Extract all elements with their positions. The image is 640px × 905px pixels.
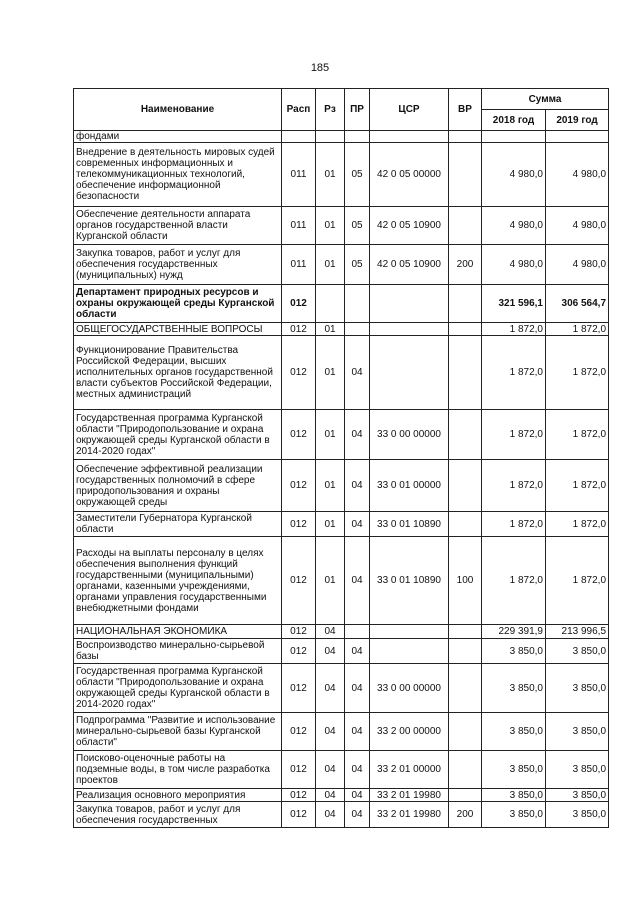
cell-pr [345, 323, 370, 336]
cell-rz: 01 [316, 323, 345, 336]
cell-rz [316, 285, 345, 323]
cell-2019 [546, 131, 609, 143]
table-row [74, 336, 609, 410]
cell-vr [449, 789, 482, 802]
cell-rz: 04 [316, 625, 345, 639]
cell-csr: 42 0 05 00000 [370, 143, 449, 207]
cell-rz: 04 [316, 639, 345, 664]
table-body [74, 131, 609, 828]
cell-pr: 04 [345, 512, 370, 537]
cell-rz: 04 [316, 789, 345, 802]
cell-pr: 04 [345, 639, 370, 664]
cell-rasp [282, 131, 316, 143]
header-name: Наименование [74, 89, 282, 131]
cell-csr [370, 625, 449, 639]
cell-2018: 3 850,0 [482, 802, 546, 828]
cell-2019: 3 850,0 [546, 802, 609, 828]
table-row [74, 207, 609, 245]
cell-csr: 33 0 01 00000 [370, 460, 449, 512]
cell-rasp: 012 [282, 537, 316, 625]
cell-2018: 321 596,1 [482, 285, 546, 323]
cell-name: Подпрограмма "Развитие и использование минерально-сырьевой базы Курганской области" [74, 713, 282, 751]
cell-vr [449, 512, 482, 537]
table-row [74, 789, 609, 802]
cell-rasp: 012 [282, 789, 316, 802]
cell-rasp: 012 [282, 323, 316, 336]
table-row [74, 410, 609, 460]
budget-table [73, 88, 609, 828]
table-row [74, 245, 609, 285]
cell-2019: 1 872,0 [546, 336, 609, 410]
cell-2019: 3 850,0 [546, 751, 609, 789]
cell-pr [345, 131, 370, 143]
table-row [74, 625, 609, 639]
cell-vr: 200 [449, 802, 482, 828]
cell-2018: 3 850,0 [482, 713, 546, 751]
cell-name: Закупка товаров, работ и услуг для обеспечения государственных (муниципальных) нужд [74, 245, 282, 285]
cell-2018: 1 872,0 [482, 410, 546, 460]
cell-2018: 229 391,9 [482, 625, 546, 639]
table-row [74, 460, 609, 512]
cell-pr: 04 [345, 410, 370, 460]
cell-2019: 4 980,0 [546, 143, 609, 207]
cell-name: Реализация основного мероприятия [74, 789, 282, 802]
cell-2019: 4 980,0 [546, 207, 609, 245]
cell-rz: 01 [316, 410, 345, 460]
cell-rz: 01 [316, 245, 345, 285]
cell-2019: 3 850,0 [546, 664, 609, 713]
table-row [74, 713, 609, 751]
cell-rz [316, 131, 345, 143]
cell-rasp: 012 [282, 664, 316, 713]
cell-2018: 3 850,0 [482, 751, 546, 789]
cell-rasp: 012 [282, 751, 316, 789]
cell-rasp: 012 [282, 410, 316, 460]
header-rz: Рз [316, 89, 345, 131]
cell-vr [449, 639, 482, 664]
cell-rasp: 012 [282, 336, 316, 410]
cell-2019: 3 850,0 [546, 789, 609, 802]
cell-vr: 100 [449, 537, 482, 625]
cell-pr: 05 [345, 245, 370, 285]
cell-vr [449, 285, 482, 323]
cell-csr: 33 0 01 10890 [370, 512, 449, 537]
cell-2019: 4 980,0 [546, 245, 609, 285]
cell-rz: 01 [316, 537, 345, 625]
cell-pr: 04 [345, 336, 370, 410]
cell-rasp: 011 [282, 143, 316, 207]
cell-csr: 42 0 05 10900 [370, 207, 449, 245]
table-header [74, 89, 609, 131]
cell-vr [449, 336, 482, 410]
cell-csr: 33 0 00 00000 [370, 664, 449, 713]
header-2018: 2018 год [482, 110, 546, 131]
cell-2019: 3 850,0 [546, 639, 609, 664]
cell-2018: 1 872,0 [482, 323, 546, 336]
cell-vr [449, 143, 482, 207]
cell-rz: 04 [316, 751, 345, 789]
cell-rasp: 012 [282, 460, 316, 512]
cell-pr [345, 625, 370, 639]
cell-2019: 1 872,0 [546, 410, 609, 460]
table-row [74, 537, 609, 625]
cell-vr [449, 460, 482, 512]
header-vr: ВР [449, 89, 482, 131]
cell-csr [370, 336, 449, 410]
cell-pr [345, 285, 370, 323]
cell-rz: 01 [316, 143, 345, 207]
cell-pr: 05 [345, 207, 370, 245]
table-row [74, 512, 609, 537]
cell-2019: 1 872,0 [546, 460, 609, 512]
cell-name: Обеспечение эффективной реализации государственных полномочий в сфере природопользования и охраны окружающей среды [74, 460, 282, 512]
cell-2019: 1 872,0 [546, 512, 609, 537]
cell-csr [370, 323, 449, 336]
cell-pr: 04 [345, 460, 370, 512]
cell-vr [449, 323, 482, 336]
cell-2018: 3 850,0 [482, 789, 546, 802]
cell-rasp: 012 [282, 639, 316, 664]
cell-csr: 42 0 05 10900 [370, 245, 449, 285]
cell-2018: 4 980,0 [482, 245, 546, 285]
table-row [74, 131, 609, 143]
cell-2018: 3 850,0 [482, 664, 546, 713]
cell-csr: 33 2 01 19980 [370, 789, 449, 802]
cell-pr: 04 [345, 789, 370, 802]
cell-name: Департамент природных ресурсов и охраны окружающей среды Курганской области [74, 285, 282, 323]
cell-2019: 1 872,0 [546, 323, 609, 336]
cell-csr: 33 0 00 00000 [370, 410, 449, 460]
header-sum: Сумма [482, 89, 609, 110]
cell-name: Поисково-оценочные работы на подземные воды, в том числе разработка проектов [74, 751, 282, 789]
table-row [74, 802, 609, 828]
cell-vr [449, 207, 482, 245]
cell-name: Внедрение в деятельность мировых судей современных информационных и телекоммуникационных технологий, обеспечение информационной безопасности [74, 143, 282, 207]
cell-2018: 4 980,0 [482, 143, 546, 207]
cell-pr: 04 [345, 537, 370, 625]
cell-csr: 33 2 00 00000 [370, 713, 449, 751]
cell-csr: 33 2 01 00000 [370, 751, 449, 789]
cell-name: ОБЩЕГОСУДАРСТВЕННЫЕ ВОПРОСЫ [74, 323, 282, 336]
cell-rasp: 011 [282, 207, 316, 245]
cell-2018 [482, 131, 546, 143]
header-csr: ЦСР [370, 89, 449, 131]
cell-rasp: 012 [282, 512, 316, 537]
table-row [74, 639, 609, 664]
cell-name: Заместители Губернатора Курганской области [74, 512, 282, 537]
cell-2019: 1 872,0 [546, 537, 609, 625]
cell-pr: 04 [345, 713, 370, 751]
cell-rz: 01 [316, 336, 345, 410]
cell-2018: 1 872,0 [482, 460, 546, 512]
table-row [74, 664, 609, 713]
cell-rz: 04 [316, 713, 345, 751]
cell-rasp: 011 [282, 245, 316, 285]
cell-name: НАЦИОНАЛЬНАЯ ЭКОНОМИКА [74, 625, 282, 639]
cell-2019: 213 996,5 [546, 625, 609, 639]
cell-name: фондами [74, 131, 282, 143]
cell-vr: 200 [449, 245, 482, 285]
cell-pr: 04 [345, 751, 370, 789]
cell-2018: 4 980,0 [482, 207, 546, 245]
cell-2018: 1 872,0 [482, 336, 546, 410]
cell-vr [449, 131, 482, 143]
cell-rasp: 012 [282, 713, 316, 751]
cell-csr [370, 131, 449, 143]
cell-2018: 1 872,0 [482, 512, 546, 537]
table-row [74, 143, 609, 207]
cell-name: Закупка товаров, работ и услуг для обеспечения государственных [74, 802, 282, 828]
page-number: 185 [310, 62, 330, 74]
cell-rasp: 012 [282, 285, 316, 323]
header-rasp: Расп [282, 89, 316, 131]
cell-name: Расходы на выплаты персоналу в целях обеспечения выполнения функций государственными (муниципальными) органами, казенными учреждениями, органами управления государственными внебюджетными фондами [74, 537, 282, 625]
header-pr: ПР [345, 89, 370, 131]
cell-rasp: 012 [282, 625, 316, 639]
cell-pr: 05 [345, 143, 370, 207]
cell-vr [449, 625, 482, 639]
cell-name: Функционирование Правительства Российской Федерации, высших исполнительных органов государственной власти субъектов Российской Федерации, местных администраций [74, 336, 282, 410]
cell-2019: 306 564,7 [546, 285, 609, 323]
cell-rz: 01 [316, 512, 345, 537]
cell-vr [449, 751, 482, 789]
cell-name: Обеспечение деятельности аппарата органов государственной власти Курганской области [74, 207, 282, 245]
table-row [74, 323, 609, 336]
cell-rz: 04 [316, 802, 345, 828]
cell-rz: 04 [316, 664, 345, 713]
cell-pr: 04 [345, 802, 370, 828]
cell-csr: 33 2 01 19980 [370, 802, 449, 828]
cell-csr [370, 639, 449, 664]
cell-rasp: 012 [282, 802, 316, 828]
header-2019: 2019 год [546, 110, 609, 131]
table-row [74, 751, 609, 789]
cell-csr: 33 0 01 10890 [370, 537, 449, 625]
cell-2018: 3 850,0 [482, 639, 546, 664]
table-row [74, 285, 609, 323]
cell-name: Государственная программа Курганской области "Природопользование и охрана окружающей среды Курганской области в 2014-2020 годах" [74, 410, 282, 460]
cell-name: Воспроизводство минерально-сырьевой базы [74, 639, 282, 664]
cell-vr [449, 664, 482, 713]
cell-vr [449, 410, 482, 460]
cell-pr: 04 [345, 664, 370, 713]
cell-2019: 3 850,0 [546, 713, 609, 751]
cell-2018: 1 872,0 [482, 537, 546, 625]
cell-name: Государственная программа Курганской области "Природопользование и охрана окружающей среды Курганской области в 2014-2020 годах" [74, 664, 282, 713]
cell-rz: 01 [316, 460, 345, 512]
cell-csr [370, 285, 449, 323]
cell-vr [449, 713, 482, 751]
cell-rz: 01 [316, 207, 345, 245]
